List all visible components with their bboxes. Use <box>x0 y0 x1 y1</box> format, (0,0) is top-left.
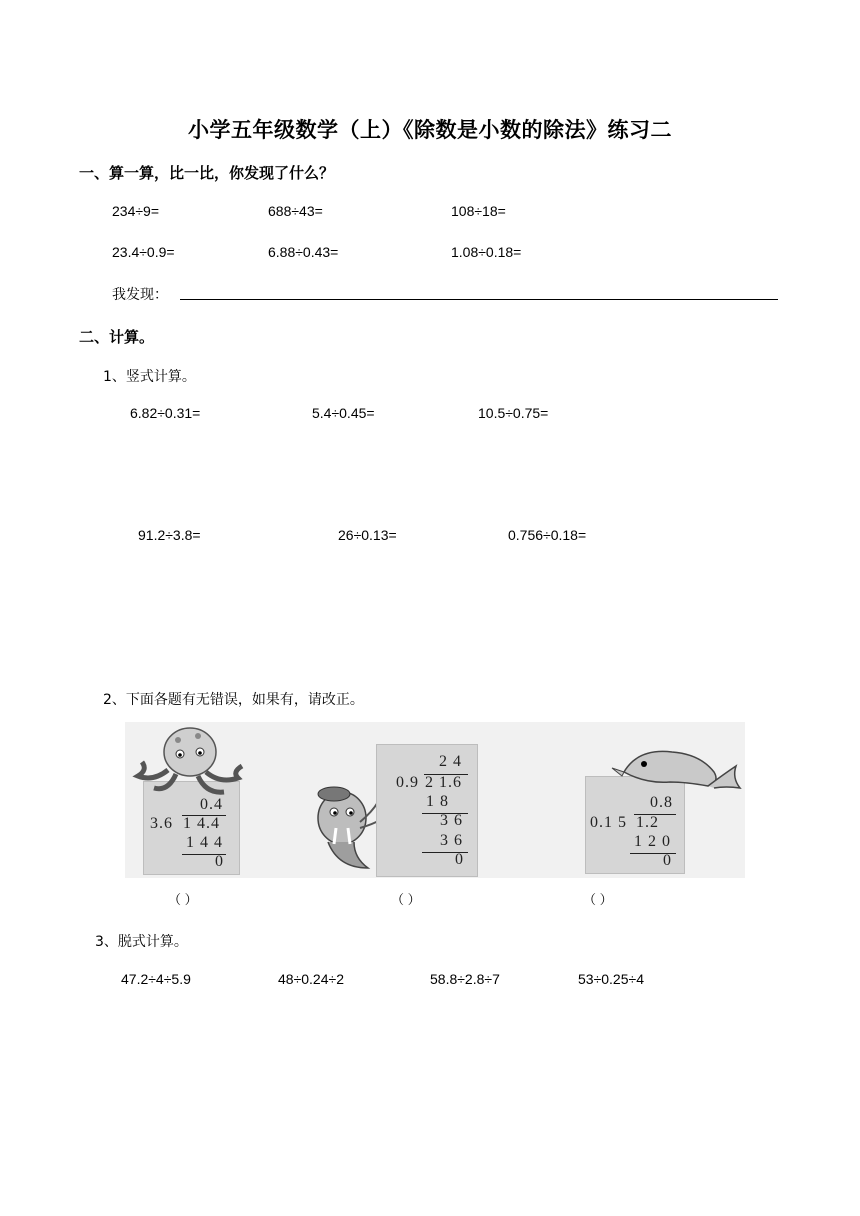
quotient: 0.8 <box>650 794 673 811</box>
part-2-label: 2、下面各题有无错误，如果有，请改正。 <box>103 692 364 708</box>
problem: 1.08÷0.18= <box>451 244 522 260</box>
step: 3 6 <box>440 832 463 849</box>
problem: 47.2÷4÷5.9 <box>121 971 191 987</box>
problem: 23.4÷0.9= <box>112 244 175 260</box>
divisor: 0.9 <box>396 774 419 791</box>
problem: 234÷9= <box>112 203 160 219</box>
step: 3 6 <box>440 812 463 829</box>
finding-label: 我发现： <box>112 287 168 303</box>
step: 1 4 4 <box>186 834 223 851</box>
problem: 6.88÷0.43= <box>268 244 339 260</box>
answer-paren-1[interactable]: （ ） <box>168 892 198 907</box>
step: 1 2 0 <box>634 833 671 850</box>
problem: 91.2÷3.8= <box>138 527 201 543</box>
remainder: 0 <box>215 853 224 870</box>
dividend: 1 4.4 <box>183 815 220 832</box>
quotient: 0.4 <box>200 796 223 813</box>
divisor: 0.1 5 <box>590 814 627 831</box>
part-3-label: 3、脱式计算。 <box>95 934 188 950</box>
octopus-icon <box>128 722 258 812</box>
remainder: 0 <box>663 852 672 869</box>
part-1-label: 1、竖式计算。 <box>103 369 196 385</box>
step: 1 8 <box>426 793 449 810</box>
page-title: 小学五年级数学（上）《除数是小数的除法》练习二 <box>188 118 672 142</box>
divisor: 3.6 <box>150 815 173 832</box>
problem: 58.8÷2.8÷7 <box>430 971 500 987</box>
problem: 6.82÷0.31= <box>130 405 201 421</box>
problem: 10.5÷0.75= <box>478 405 549 421</box>
problem: 688÷43= <box>268 203 323 219</box>
dividend: 2 1.6 <box>425 774 462 791</box>
answer-paren-3[interactable]: （ ） <box>583 892 613 907</box>
division-bracket-bar <box>424 774 468 775</box>
remainder: 0 <box>455 851 464 868</box>
division-bracket-bar <box>182 815 226 816</box>
problem: 26÷0.13= <box>338 527 397 543</box>
problem: 53÷0.25÷4 <box>578 971 644 987</box>
finding-answer-line[interactable] <box>180 299 778 300</box>
answer-paren-2[interactable]: （ ） <box>391 892 421 907</box>
division-bracket-bar <box>634 814 676 815</box>
section-1-heading: 一、算一算，比一比，你发现了什么？ <box>79 164 335 182</box>
dolphin-icon <box>610 742 750 802</box>
problem: 5.4÷0.45= <box>312 405 375 421</box>
problem: 108÷18= <box>451 203 506 219</box>
quotient: 2 4 <box>439 753 462 770</box>
section-2-heading: 二、计算。 <box>79 328 155 346</box>
dividend: 1.2 <box>636 814 659 831</box>
problem: 0.756÷0.18= <box>508 527 587 543</box>
problem: 48÷0.24÷2 <box>278 971 344 987</box>
